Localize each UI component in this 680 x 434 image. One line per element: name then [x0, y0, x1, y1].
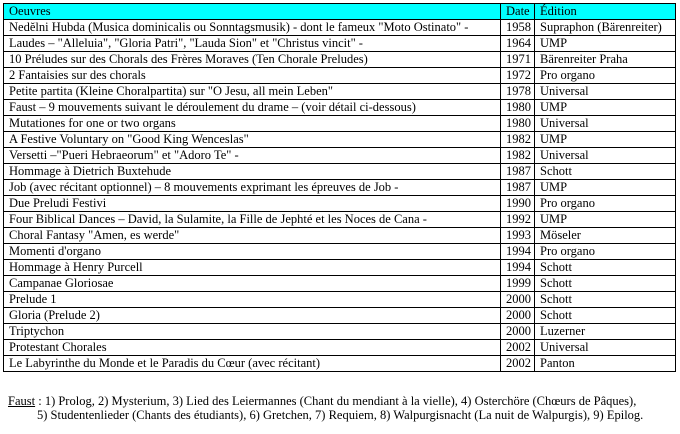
cell-date: 1992 — [501, 212, 535, 228]
cell-edition: UMP — [535, 100, 676, 116]
cell-edition: Pro organo — [535, 68, 676, 84]
cell-oeuvre: Protestant Chorales — [4, 340, 501, 356]
cell-date: 1993 — [501, 228, 535, 244]
cell-date: 2000 — [501, 324, 535, 340]
cell-oeuvre: Le Labyrinthe du Monde et le Paradis du Cœur (avec récitant) — [4, 356, 501, 372]
cell-date: 1994 — [501, 244, 535, 260]
cell-date: 1982 — [501, 148, 535, 164]
cell-date: 1994 — [501, 260, 535, 276]
header-edition: Édition — [535, 4, 676, 20]
table-header-row — [4, 4, 676, 20]
cell-edition: Panton — [535, 356, 676, 372]
cell-date: 1980 — [501, 116, 535, 132]
table-row — [4, 292, 676, 308]
cell-edition: Schott — [535, 292, 676, 308]
cell-edition: Universal — [535, 116, 676, 132]
cell-edition: Schott — [535, 164, 676, 180]
cell-oeuvre: Mutationes for one or two organs — [4, 116, 501, 132]
cell-oeuvre: Prelude 1 — [4, 292, 501, 308]
cell-date: 1980 — [501, 100, 535, 116]
cell-edition: Möseler — [535, 228, 676, 244]
cell-edition: Universal — [535, 340, 676, 356]
cell-oeuvre: Job (avec récitant optionnel) – 8 mouvements exprimant les épreuves de Job - — [4, 180, 501, 196]
cell-edition: Universal — [535, 84, 676, 100]
cell-edition: UMP — [535, 132, 676, 148]
cell-edition: UMP — [535, 180, 676, 196]
cell-edition: Schott — [535, 260, 676, 276]
table-row — [4, 196, 676, 212]
cell-oeuvre: A Festive Voluntary on "Good King Wenceslas" — [4, 132, 501, 148]
table-row — [4, 36, 676, 52]
cell-date: 1982 — [501, 132, 535, 148]
cell-edition: UMP — [535, 212, 676, 228]
faust-footnote — [8, 394, 676, 422]
table-row — [4, 356, 676, 372]
cell-date: 1971 — [501, 52, 535, 68]
table-row — [4, 148, 676, 164]
cell-edition: Luzerner — [535, 324, 676, 340]
cell-edition: UMP — [535, 36, 676, 52]
table-row — [4, 132, 676, 148]
cell-date: 1972 — [501, 68, 535, 84]
cell-date: 2000 — [501, 292, 535, 308]
cell-oeuvre: Triptychon — [4, 324, 501, 340]
table-row — [4, 52, 676, 68]
table-row — [4, 116, 676, 132]
cell-edition: Pro organo — [535, 244, 676, 260]
table-row — [4, 340, 676, 356]
cell-oeuvre: Faust – 9 mouvements suivant le déroulement du drame – (voir détail ci-dessous) — [4, 100, 501, 116]
footnote-line-1-text: : 1) Prolog, 2) Mysterium, 3) Lied des Leiermannes (Chant du mendiant à la vielle), 4) Osterchöre (Chœurs de Pâques), — [35, 394, 637, 408]
table-row — [4, 180, 676, 196]
cell-oeuvre: Four Biblical Dances – David, la Sulamite, la Fille de Jephté et les Noces de Cana - — [4, 212, 501, 228]
cell-edition: Universal — [535, 148, 676, 164]
table-row — [4, 164, 676, 180]
table-row — [4, 228, 676, 244]
cell-oeuvre: Versetti –"Pueri Hebraeorum" et "Adoro Te" - — [4, 148, 501, 164]
table-row — [4, 212, 676, 228]
cell-date: 1987 — [501, 180, 535, 196]
cell-oeuvre: Due Preludi Festivi — [4, 196, 501, 212]
cell-oeuvre: Momenti d'organo — [4, 244, 501, 260]
cell-oeuvre: Laudes – "Alleluia", "Gloria Patri", "Lauda Sion" et "Christus vincit" - — [4, 36, 501, 52]
table-row — [4, 324, 676, 340]
header-date: Date — [501, 4, 535, 20]
table-row — [4, 100, 676, 116]
cell-date: 2002 — [501, 356, 535, 372]
table-row — [4, 308, 676, 324]
cell-edition: Supraphon (Bärenreiter) — [535, 20, 676, 36]
cell-oeuvre: Gloria (Prelude 2) — [4, 308, 501, 324]
cell-date: 1999 — [501, 276, 535, 292]
header-oeuvres: Oeuvres — [4, 4, 501, 20]
table-row — [4, 20, 676, 36]
table-row — [4, 68, 676, 84]
cell-date: 1990 — [501, 196, 535, 212]
table-row — [4, 244, 676, 260]
cell-oeuvre: Petite partita (Kleine Choralpartita) sur "O Jesu, all mein Leben" — [4, 84, 501, 100]
table-body — [4, 20, 676, 372]
table-row — [4, 84, 676, 100]
cell-oeuvre: Choral Fantasy "Amen, es werde" — [4, 228, 501, 244]
works-table — [3, 3, 676, 372]
cell-oeuvre: Hommage à Henry Purcell — [4, 260, 501, 276]
table-row — [4, 260, 676, 276]
cell-edition: Bärenreiter Praha — [535, 52, 676, 68]
cell-edition: Schott — [535, 308, 676, 324]
footnote-line-1 — [8, 394, 676, 408]
cell-oeuvre: 2 Fantaisies sur des chorals — [4, 68, 501, 84]
cell-edition: Schott — [535, 276, 676, 292]
cell-date: 1958 — [501, 20, 535, 36]
footnote-line-2: 5) Studentenlieder (Chants des étudiants), 6) Gretchen, 7) Requiem, 8) Walpurgisnacht (La nuit de Walpurgis), 9) Epilog. — [37, 408, 644, 422]
cell-oeuvre: Hommage à Dietrich Buxtehude — [4, 164, 501, 180]
cell-date: 1978 — [501, 84, 535, 100]
cell-date: 2000 — [501, 308, 535, 324]
faust-underlined-label: Faust — [8, 394, 36, 408]
cell-oeuvre: 10 Préludes sur des Chorals des Frères Moraves (Ten Chorale Preludes) — [4, 52, 501, 68]
cell-date: 1964 — [501, 36, 535, 52]
cell-oeuvre: Campanae Gloriosae — [4, 276, 501, 292]
cell-date: 1987 — [501, 164, 535, 180]
table-row — [4, 276, 676, 292]
cell-oeuvre: Nedĕlni Hubda (Musica dominicalis ou Sonntagsmusik) - dont le fameux "Moto Ostinato" - — [4, 20, 501, 36]
cell-edition: Pro organo — [535, 196, 676, 212]
cell-date: 2002 — [501, 340, 535, 356]
